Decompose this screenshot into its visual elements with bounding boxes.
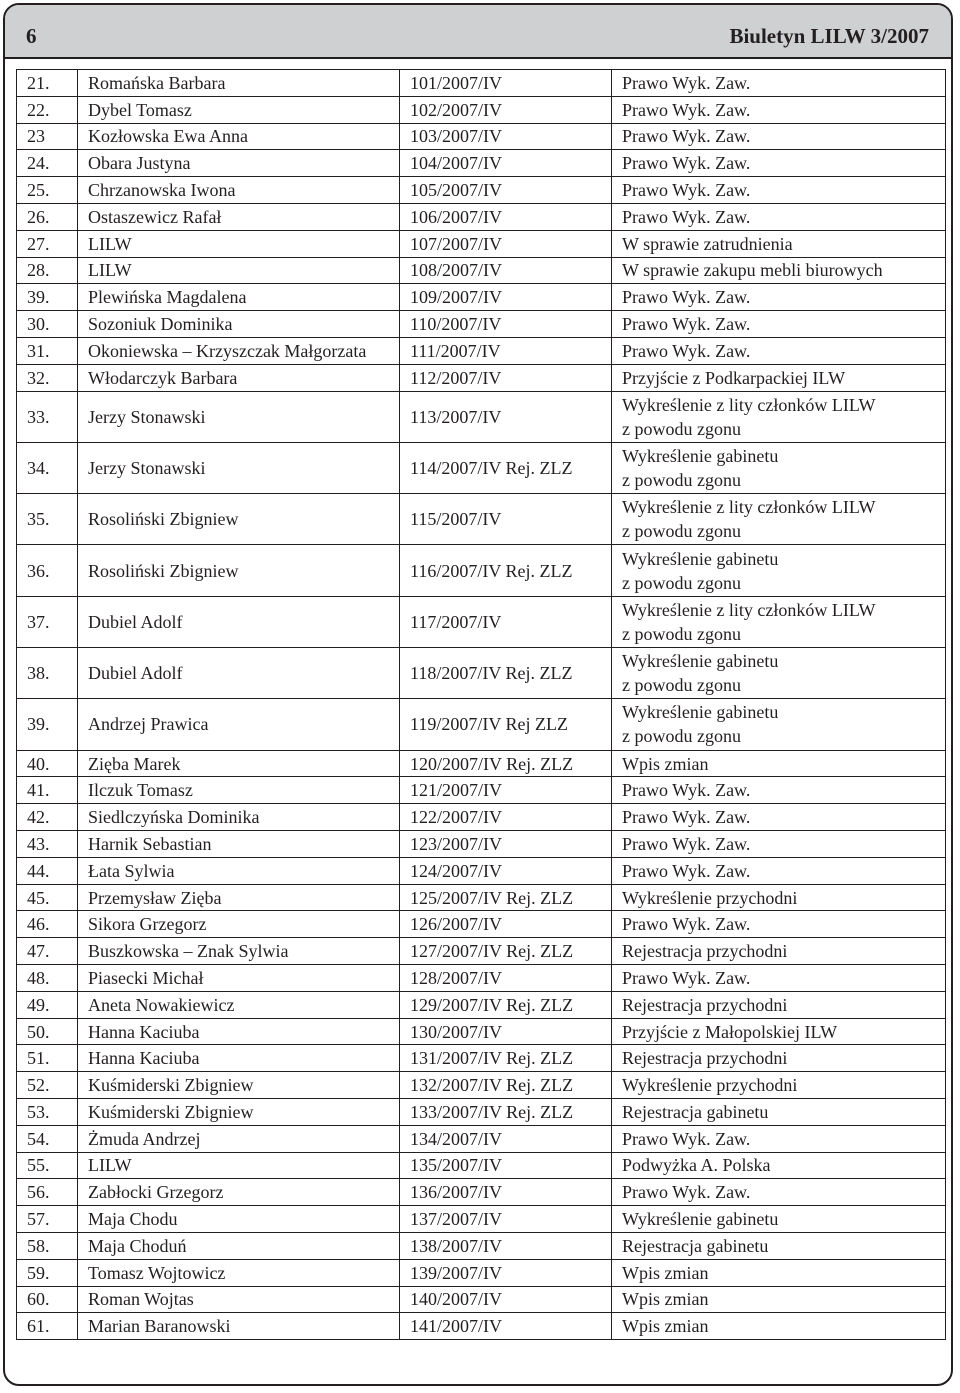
row-description-line: W sprawie zatrudnienia <box>622 233 793 254</box>
table-row <box>17 596 946 647</box>
row-description <box>612 1286 946 1313</box>
row-name: Sozoniuk Dominika <box>78 311 400 338</box>
row-name: Rosoliński Zbigniew <box>78 494 400 545</box>
row-description <box>612 831 946 858</box>
row-description <box>612 648 946 699</box>
table-row <box>17 1259 946 1286</box>
row-description-line: Rejestracja przychodni <box>622 994 788 1015</box>
row-description <box>612 70 946 97</box>
row-resolution: 117/2007/IV <box>400 596 612 647</box>
row-description <box>612 150 946 177</box>
row-name: Ostaszewicz Rafał <box>78 203 400 230</box>
table-row <box>17 177 946 204</box>
row-description-line: Rejestracja gabinetu <box>622 1235 769 1256</box>
row-description-line: z powodu zgonu <box>622 521 741 542</box>
row-name: Łata Sylwia <box>78 857 400 884</box>
row-resolution: 118/2007/IV Rej. ZLZ <box>400 648 612 699</box>
row-description-line: Wykreślenie gabinetu <box>622 548 779 569</box>
table-row <box>17 123 946 150</box>
row-description-line: Prawo Wyk. Zaw. <box>622 314 751 335</box>
table-row <box>17 1018 946 1045</box>
row-description <box>612 123 946 150</box>
row-description <box>612 804 946 831</box>
row-description <box>612 991 946 1018</box>
table-row <box>17 391 946 442</box>
table-row <box>17 1045 946 1072</box>
row-number: 37. <box>17 596 78 647</box>
row-description-line: z powodu zgonu <box>622 726 741 747</box>
row-name: Siedlczyńska Dominika <box>78 804 400 831</box>
row-name: Hanna Kaciuba <box>78 1045 400 1072</box>
row-number: 36. <box>17 545 78 596</box>
row-name: Chrzanowska Iwona <box>78 177 400 204</box>
row-description-line: Prawo Wyk. Zaw. <box>622 99 751 120</box>
row-resolution: 130/2007/IV <box>400 1018 612 1045</box>
row-resolution: 120/2007/IV Rej. ZLZ <box>400 750 612 777</box>
row-number: 48. <box>17 965 78 992</box>
row-description-line: Wykreślenie gabinetu <box>622 702 779 723</box>
row-description <box>612 311 946 338</box>
table-row <box>17 1072 946 1099</box>
row-description <box>612 750 946 777</box>
bulletin-title: Biuletyn LILW 3/2007 <box>729 24 929 48</box>
row-number: 45. <box>17 884 78 911</box>
row-description-line: Rejestracja przychodni <box>622 941 788 962</box>
row-number: 51. <box>17 1045 78 1072</box>
row-resolution: 105/2007/IV <box>400 177 612 204</box>
row-description <box>612 203 946 230</box>
row-description-line: Rejestracja gabinetu <box>622 1101 769 1122</box>
row-name: Dubiel Adolf <box>78 596 400 647</box>
row-resolution: 107/2007/IV <box>400 230 612 257</box>
row-description <box>612 1072 946 1099</box>
table-row <box>17 911 946 938</box>
row-number: 32. <box>17 364 78 391</box>
table-row <box>17 804 946 831</box>
row-number: 58. <box>17 1232 78 1259</box>
row-number: 35. <box>17 494 78 545</box>
row-name: Romańska Barbara <box>78 70 400 97</box>
row-name: Tomasz Wojtowicz <box>78 1259 400 1286</box>
row-number: 21. <box>17 70 78 97</box>
row-name: Piasecki Michał <box>78 965 400 992</box>
resolutions-table-body <box>17 70 946 1340</box>
table-row <box>17 70 946 97</box>
row-resolution: 102/2007/IV <box>400 96 612 123</box>
row-name: Kuśmiderski Zbigniew <box>78 1072 400 1099</box>
row-description <box>612 494 946 545</box>
row-description <box>612 545 946 596</box>
row-number: 56. <box>17 1179 78 1206</box>
row-description-line: Prawo Wyk. Zaw. <box>622 914 751 935</box>
row-description <box>612 938 946 965</box>
row-name: Kozłowska Ewa Anna <box>78 123 400 150</box>
row-name: LILW <box>78 230 400 257</box>
table-row <box>17 857 946 884</box>
row-resolution: 131/2007/IV Rej. ZLZ <box>400 1045 612 1072</box>
row-name: Zięba Marek <box>78 750 400 777</box>
row-description-line: Prawo Wyk. Zaw. <box>622 807 751 828</box>
row-resolution: 116/2007/IV Rej. ZLZ <box>400 545 612 596</box>
row-name: Plewińska Magdalena <box>78 284 400 311</box>
row-resolution: 111/2007/IV <box>400 337 612 364</box>
row-number: 22. <box>17 96 78 123</box>
row-name: Buszkowska – Znak Sylwia <box>78 938 400 965</box>
row-description-line: W sprawie zakupu mebli biurowych <box>622 260 883 281</box>
row-resolution: 124/2007/IV <box>400 857 612 884</box>
row-description <box>612 1313 946 1340</box>
row-number: 49. <box>17 991 78 1018</box>
row-name: LILW <box>78 257 400 284</box>
row-number: 53. <box>17 1099 78 1126</box>
row-number: 43. <box>17 831 78 858</box>
table-row <box>17 545 946 596</box>
table-row <box>17 1099 946 1126</box>
row-description <box>612 364 946 391</box>
row-name: Obara Justyna <box>78 150 400 177</box>
row-description-line: Wpis zmian <box>622 1316 709 1337</box>
row-number: 34. <box>17 442 78 493</box>
row-description <box>612 596 946 647</box>
row-description-line: Prawo Wyk. Zaw. <box>622 72 751 93</box>
table-row <box>17 494 946 545</box>
row-description <box>612 884 946 911</box>
row-resolution: 103/2007/IV <box>400 123 612 150</box>
row-description <box>612 911 946 938</box>
row-description <box>612 442 946 493</box>
row-name: Sikora Grzegorz <box>78 911 400 938</box>
row-number: 23 <box>17 123 78 150</box>
row-number: 31. <box>17 337 78 364</box>
row-description-line: Wpis zmian <box>622 753 709 774</box>
row-number: 27. <box>17 230 78 257</box>
row-description-line: Prawo Wyk. Zaw. <box>622 340 751 361</box>
row-description-line: Wykreślenie przychodni <box>622 1075 798 1096</box>
row-description-line: z powodu zgonu <box>622 418 741 439</box>
row-number: 30. <box>17 311 78 338</box>
table-row <box>17 284 946 311</box>
row-number: 44. <box>17 857 78 884</box>
row-description-line: Przyjście z Małopolskiej ILW <box>622 1021 838 1042</box>
row-resolution: 109/2007/IV <box>400 284 612 311</box>
table-row <box>17 1179 946 1206</box>
table-row <box>17 337 946 364</box>
row-resolution: 128/2007/IV <box>400 965 612 992</box>
row-number: 57. <box>17 1206 78 1233</box>
row-resolution: 101/2007/IV <box>400 70 612 97</box>
row-resolution: 134/2007/IV <box>400 1125 612 1152</box>
row-resolution: 119/2007/IV Rej ZLZ <box>400 699 612 750</box>
row-number: 39. <box>17 699 78 750</box>
row-number: 60. <box>17 1286 78 1313</box>
table-row <box>17 699 946 750</box>
row-resolution: 136/2007/IV <box>400 1179 612 1206</box>
row-description <box>612 230 946 257</box>
row-description-line: Prawo Wyk. Zaw. <box>622 967 751 988</box>
table-row <box>17 1232 946 1259</box>
row-number: 59. <box>17 1259 78 1286</box>
row-description-line: Prawo Wyk. Zaw. <box>622 1182 751 1203</box>
table-row <box>17 1125 946 1152</box>
row-resolution: 121/2007/IV <box>400 777 612 804</box>
table-row <box>17 1286 946 1313</box>
row-name: Jerzy Stonawski <box>78 442 400 493</box>
table-row <box>17 364 946 391</box>
row-name: Dybel Tomasz <box>78 96 400 123</box>
row-name: Maja Choduń <box>78 1232 400 1259</box>
row-description <box>612 177 946 204</box>
row-resolution: 129/2007/IV Rej. ZLZ <box>400 991 612 1018</box>
row-description-line: Wykreślenie gabinetu <box>622 1209 779 1230</box>
row-name: Zabłocki Grzegorz <box>78 1179 400 1206</box>
row-resolution: 139/2007/IV <box>400 1259 612 1286</box>
table-row <box>17 831 946 858</box>
row-name: Hanna Kaciuba <box>78 1018 400 1045</box>
table-row <box>17 1152 946 1179</box>
row-resolution: 132/2007/IV Rej. ZLZ <box>400 1072 612 1099</box>
row-number: 50. <box>17 1018 78 1045</box>
row-resolution: 114/2007/IV Rej. ZLZ <box>400 442 612 493</box>
row-number: 33. <box>17 391 78 442</box>
row-name: Kuśmiderski Zbigniew <box>78 1099 400 1126</box>
row-name: LILW <box>78 1152 400 1179</box>
row-description-line: Wykreślenie gabinetu <box>622 651 779 672</box>
row-name: Przemysław Zięba <box>78 884 400 911</box>
row-number: 42. <box>17 804 78 831</box>
row-number: 54. <box>17 1125 78 1152</box>
row-description-line: z powodu zgonu <box>622 623 741 644</box>
row-description <box>612 699 946 750</box>
row-description <box>612 1018 946 1045</box>
row-resolution: 123/2007/IV <box>400 831 612 858</box>
row-description-line: z powodu zgonu <box>622 675 741 696</box>
row-description-line: Prawo Wyk. Zaw. <box>622 1128 751 1149</box>
row-description <box>612 1045 946 1072</box>
table-row <box>17 1206 946 1233</box>
row-number: 52. <box>17 1072 78 1099</box>
row-name: Ilczuk Tomasz <box>78 777 400 804</box>
row-description <box>612 284 946 311</box>
row-resolution: 108/2007/IV <box>400 257 612 284</box>
row-description-line: Wykreślenie przychodni <box>622 887 798 908</box>
page-number: 6 <box>26 24 37 48</box>
row-description <box>612 257 946 284</box>
row-resolution: 125/2007/IV Rej. ZLZ <box>400 884 612 911</box>
table-row <box>17 991 946 1018</box>
row-description-line: Prawo Wyk. Zaw. <box>622 833 751 854</box>
row-resolution: 133/2007/IV Rej. ZLZ <box>400 1099 612 1126</box>
row-description <box>612 1099 946 1126</box>
table-row <box>17 257 946 284</box>
row-resolution: 126/2007/IV <box>400 911 612 938</box>
row-number: 46. <box>17 911 78 938</box>
row-description-line: Rejestracja przychodni <box>622 1048 788 1069</box>
row-description-line: Podwyżka A. Polska <box>622 1155 771 1176</box>
row-description <box>612 1206 946 1233</box>
row-description-line: Wykreślenie z lity członków LILW <box>622 394 876 415</box>
row-name: Maja Chodu <box>78 1206 400 1233</box>
row-number: 25. <box>17 177 78 204</box>
row-resolution: 140/2007/IV <box>400 1286 612 1313</box>
row-resolution: 112/2007/IV <box>400 364 612 391</box>
table-row <box>17 311 946 338</box>
row-resolution: 127/2007/IV Rej. ZLZ <box>400 938 612 965</box>
row-description <box>612 1259 946 1286</box>
row-name: Jerzy Stonawski <box>78 391 400 442</box>
row-name: Włodarczyk Barbara <box>78 364 400 391</box>
row-description <box>612 337 946 364</box>
row-number: 24. <box>17 150 78 177</box>
row-name: Okoniewska – Krzyszczak Małgorzata <box>78 337 400 364</box>
row-number: 47. <box>17 938 78 965</box>
row-number: 55. <box>17 1152 78 1179</box>
row-description <box>612 777 946 804</box>
row-description <box>612 1232 946 1259</box>
table-row <box>17 203 946 230</box>
row-description-line: Prawo Wyk. Zaw. <box>622 860 751 881</box>
row-name: Roman Wojtas <box>78 1286 400 1313</box>
page-header <box>5 5 951 59</box>
row-description-line: Wpis zmian <box>622 1289 709 1310</box>
row-description-line: Prawo Wyk. Zaw. <box>622 153 751 174</box>
row-name: Andrzej Prawica <box>78 699 400 750</box>
row-description-line: Prawo Wyk. Zaw. <box>622 780 751 801</box>
row-description-line: Wykreślenie gabinetu <box>622 446 779 466</box>
row-resolution: 137/2007/IV <box>400 1206 612 1233</box>
table-row <box>17 150 946 177</box>
row-description-line: Prawo Wyk. Zaw. <box>622 126 751 147</box>
row-description-line: Prawo Wyk. Zaw. <box>622 180 751 201</box>
row-name: Rosoliński Zbigniew <box>78 545 400 596</box>
table-row <box>17 884 946 911</box>
row-name: Żmuda Andrzej <box>78 1125 400 1152</box>
row-number: 39. <box>17 284 78 311</box>
row-resolution: 115/2007/IV <box>400 494 612 545</box>
table-row <box>17 648 946 699</box>
table-row <box>17 442 946 493</box>
row-name: Harnik Sebastian <box>78 831 400 858</box>
table-row <box>17 965 946 992</box>
row-name: Dubiel Adolf <box>78 648 400 699</box>
row-number: 28. <box>17 257 78 284</box>
row-description <box>612 857 946 884</box>
row-description <box>612 1152 946 1179</box>
row-name: Aneta Nowakiewicz <box>78 991 400 1018</box>
table-row <box>17 230 946 257</box>
row-resolution: 113/2007/IV <box>400 391 612 442</box>
row-resolution: 106/2007/IV <box>400 203 612 230</box>
row-description-line: Wpis zmian <box>622 1262 709 1283</box>
row-number: 38. <box>17 648 78 699</box>
table-row <box>17 777 946 804</box>
row-description-line: z powodu zgonu <box>622 572 741 593</box>
row-resolution: 141/2007/IV <box>400 1313 612 1340</box>
row-description-line: Prawo Wyk. Zaw. <box>622 206 751 227</box>
row-number: 26. <box>17 203 78 230</box>
row-number: 41. <box>17 777 78 804</box>
row-resolution: 110/2007/IV <box>400 311 612 338</box>
row-description <box>612 96 946 123</box>
table-row <box>17 750 946 777</box>
row-description-line: Wykreślenie z lity członków LILW <box>622 599 876 620</box>
row-description <box>612 965 946 992</box>
row-resolution: 135/2007/IV <box>400 1152 612 1179</box>
row-description-line: Prawo Wyk. Zaw. <box>622 287 751 308</box>
table-row <box>17 1313 946 1340</box>
resolutions-table <box>16 69 946 1340</box>
row-resolution: 122/2007/IV <box>400 804 612 831</box>
row-description-line: z powodu zgonu <box>622 470 741 490</box>
row-description-line: Przyjście z Podkarpackiej ILW <box>622 367 846 388</box>
row-description <box>612 391 946 442</box>
row-name: Marian Baranowski <box>78 1313 400 1340</box>
row-description-line: Wykreślenie z lity członków LILW <box>622 497 876 518</box>
table-row <box>17 938 946 965</box>
row-resolution: 104/2007/IV <box>400 150 612 177</box>
table-row <box>17 96 946 123</box>
row-description <box>612 1125 946 1152</box>
row-number: 61. <box>17 1313 78 1340</box>
row-description <box>612 1179 946 1206</box>
row-number: 40. <box>17 750 78 777</box>
row-resolution: 138/2007/IV <box>400 1232 612 1259</box>
